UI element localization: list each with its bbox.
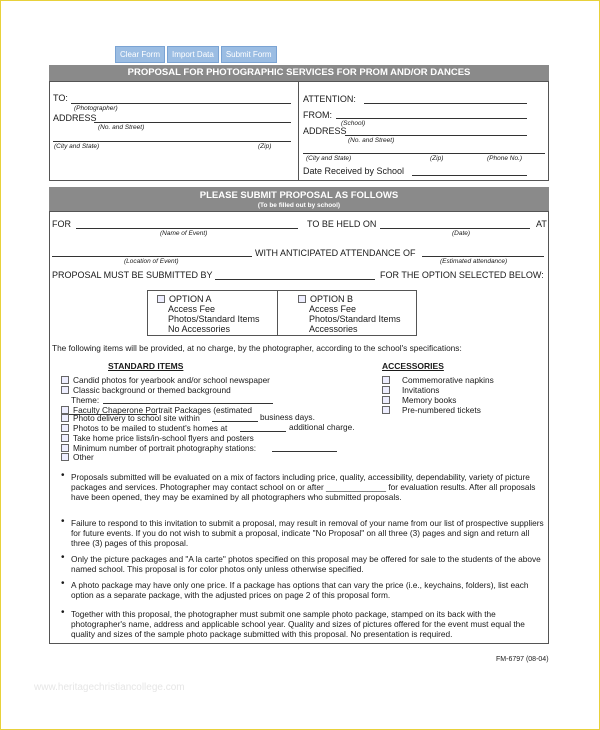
option-b-line-1: Access Fee (309, 304, 357, 314)
import-data-button[interactable]: Import Data (167, 46, 219, 63)
at-label: AT (536, 219, 547, 229)
to-label: TO: (53, 93, 68, 103)
standard-item-5[interactable] (61, 423, 227, 433)
standard-item-7-checkbox[interactable] (61, 444, 69, 452)
option-b-title: OPTION B (310, 294, 354, 304)
bullet-failure-to-respond: • Failure to respond to this invitation to submit a proposal, may result in removal of your name from our list of prospective suppliers for future events. If you do not wish to submit a proposal, indicate "No Proposal" on all three (3) pages and sign and return all three (3) pages of this proposal. (71, 518, 549, 548)
right-street-field[interactable] (345, 135, 527, 136)
proposal-header-bar: PROPOSAL FOR PHOTOGRAPHIC SERVICES FOR PROM AND/OR DANCES (49, 65, 549, 81)
standard-item-2[interactable] (61, 385, 231, 395)
accessory-2-checkbox[interactable] (382, 386, 390, 394)
from-field[interactable] (336, 118, 527, 119)
accessories-heading: ACCESSORIES (382, 361, 444, 371)
accessory-1-checkbox[interactable] (382, 376, 390, 384)
bullet-picture-packages: • Only the picture packages and "A la carte" photos specified on this proposal may be offered for sale to the students of the above named school. This proposal is for color photos only unless otherwise specified. (71, 554, 549, 574)
left-zip-sublabel: (Zip) (258, 143, 272, 150)
bullet-evaluation: • Proposals submitted will be evaluated on a mix of factors including price, quality, accessibility, dependability, variety of picture packages and services. Photographer may contact school on or after _____________ for evaluation results. After all proposals have been opened, they may be examined by all photographers who submitted proposals. (71, 472, 549, 502)
for-label: FOR (52, 219, 71, 229)
accessory-3-label: Memory books (402, 395, 457, 405)
options-divider (277, 290, 278, 336)
to-field[interactable] (71, 103, 291, 104)
standard-item-1-label: Candid photos for yearbook and/or school newspaper (73, 375, 270, 385)
additional-charge-label: additional charge. (289, 422, 355, 432)
left-street-sublabel: (No. and Street) (98, 124, 145, 131)
standard-item-4-checkbox[interactable] (61, 414, 69, 422)
mail-charge-field[interactable] (240, 431, 286, 432)
attendance-field[interactable] (422, 256, 544, 257)
delivery-days-field[interactable] (212, 421, 258, 422)
attention-field[interactable] (364, 103, 527, 104)
standard-item-5-checkbox[interactable] (61, 424, 69, 432)
standard-item-3-label: Faculty Chaperone Portrait Packages (estimated (73, 405, 252, 415)
submit-form-button[interactable]: Submit Form (221, 46, 277, 63)
accessory-4[interactable] (382, 405, 481, 415)
submit-proposal-title: PLEASE SUBMIT PROPOSAL AS FOLLOWS (199, 190, 399, 201)
stations-field[interactable] (272, 451, 337, 452)
standard-item-6[interactable] (61, 433, 254, 443)
accessory-2-label: Invitations (402, 385, 440, 395)
name-event-sublabel: (Name of Event) (160, 230, 208, 237)
date-received-field[interactable] (412, 175, 527, 176)
left-city-sublabel: (City and State) (54, 143, 100, 150)
accessory-1[interactable] (382, 375, 494, 385)
standard-item-1-checkbox[interactable] (61, 376, 69, 384)
accessory-4-label: Pre-numbered tickets (402, 405, 481, 415)
from-label: FROM: (303, 110, 332, 120)
held-on-label: TO BE HELD ON (307, 219, 377, 229)
right-city-sublabel: (City and State) (306, 155, 352, 162)
right-address-label: ADDRESS (303, 126, 347, 136)
option-b-checkbox[interactable] (298, 295, 306, 303)
right-street-sublabel: (No. and Street) (348, 137, 395, 144)
bullet-photo-package-price: • A photo package may have only one price. If a package has options that can vary the price (i.e., keychains, folders), list each option as a separate package, with the adjusted prices on page 2 of this proposal form. (71, 580, 549, 600)
form-number: FM-6797 (08-04) (496, 656, 549, 663)
accessory-2[interactable] (382, 385, 439, 395)
standard-items-heading: STANDARD ITEMS (108, 361, 184, 371)
accessory-3-checkbox[interactable] (382, 396, 390, 404)
standard-item-1[interactable] (61, 375, 270, 385)
option-a-line-1: Access Fee (168, 304, 216, 314)
school-sublabel: (School) (341, 120, 366, 127)
standard-item-4[interactable] (61, 413, 200, 423)
option-a-title: OPTION A (169, 294, 212, 304)
option-a-line-3: No Accessories (168, 324, 231, 334)
theme-field[interactable] (103, 403, 273, 404)
option-selected-label: FOR THE OPTION SELECTED BELOW: (380, 270, 544, 280)
standard-item-4-label: Photo delivery to school site within (73, 413, 200, 423)
location-sublabel: (Location of Event) (124, 258, 179, 265)
event-date-field[interactable] (380, 228, 530, 229)
estimated-sublabel: (Estimated attendance) (440, 258, 508, 265)
accessory-1-label: Commemorative napkins (402, 375, 494, 385)
watermark-text: www.heritagechristiancollege.com (34, 682, 185, 693)
right-city-field[interactable] (303, 153, 545, 154)
clear-form-button[interactable]: Clear Form (115, 46, 165, 63)
business-days-label: business days. (260, 412, 315, 422)
submitted-by-label: PROPOSAL MUST BE SUBMITTED BY (52, 270, 213, 280)
standard-item-8[interactable] (61, 452, 94, 462)
left-street-field[interactable] (94, 122, 291, 123)
standard-item-2-label: Classic background or themed background (73, 385, 231, 395)
bullet-sample-package: • Together with this proposal, the photographer must submit one sample photo package, stamped on its back with the photographer's name, address and applicable school year. Quality and sizes of pictures offered for the event must equal the quality and sizes of the sample photo package submitted with this proposal. No presentation is required. (71, 609, 549, 639)
left-address-label: ADDRESS (53, 113, 97, 123)
standard-item-2-checkbox[interactable] (61, 386, 69, 394)
following-items-text: The following items will be provided, at no charge, by the photographer, according to the school's specifications: (52, 343, 462, 353)
attendance-label: WITH ANTICIPATED ATTENDANCE OF (255, 248, 416, 258)
accessory-3[interactable] (382, 395, 456, 405)
theme-row (71, 395, 99, 405)
standard-item-8-checkbox[interactable] (61, 453, 69, 461)
theme-label: Theme: (71, 395, 100, 405)
photographer-sublabel: (Photographer) (74, 105, 118, 112)
phone-sublabel: (Phone No.) (487, 155, 523, 162)
option-b-line-3: Accessories (309, 324, 358, 334)
option-b-line-2: Photos/Standard Items (309, 314, 401, 324)
date-received-label: Date Received by School (303, 166, 405, 176)
submit-proposal-subtitle: (To be filled out by school) (257, 202, 341, 209)
standard-item-6-label: Take home price lists/in-school flyers and posters (73, 433, 254, 443)
left-city-field[interactable] (53, 141, 291, 142)
address-divider (298, 81, 299, 181)
accessory-4-checkbox[interactable] (382, 406, 390, 414)
option-a[interactable] (157, 294, 260, 334)
option-a-line-2: Photos/Standard Items (168, 314, 260, 324)
form-button-bar (115, 46, 277, 63)
standard-item-7-label: Minimum number of portrait photography stations: (73, 443, 257, 453)
submit-proposal-bar (49, 187, 549, 211)
submitted-by-field[interactable] (215, 279, 375, 280)
option-b[interactable] (298, 294, 401, 334)
event-name-field[interactable] (76, 228, 298, 229)
attention-label: ATTENTION: (303, 94, 356, 104)
standard-item-5-label: Photos to be mailed to student's homes at (73, 423, 228, 433)
standard-item-8-label: Other (73, 452, 94, 462)
standard-item-6-checkbox[interactable] (61, 434, 69, 442)
location-field[interactable] (52, 256, 252, 257)
option-a-checkbox[interactable] (157, 295, 165, 303)
date-sublabel: (Date) (452, 230, 471, 237)
right-zip-sublabel: (Zip) (430, 155, 444, 162)
